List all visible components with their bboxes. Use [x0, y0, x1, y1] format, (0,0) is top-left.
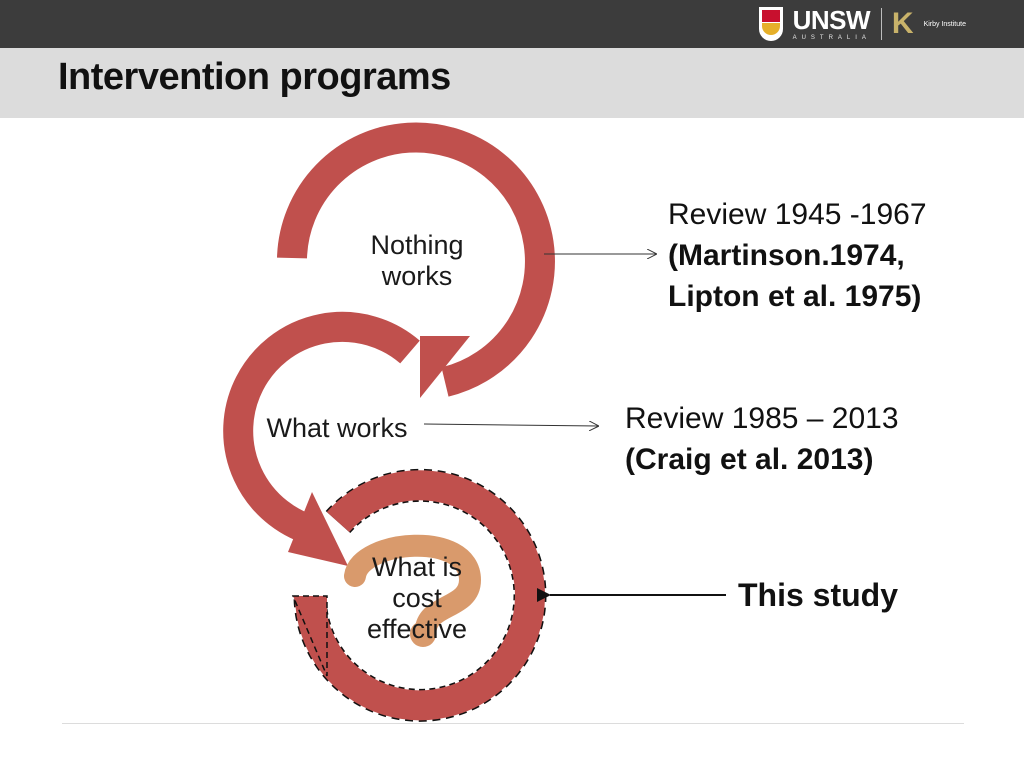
review-text: Review 1985 – 2013	[625, 402, 899, 435]
kirby-k-icon: K	[891, 7, 914, 40]
node-label-what-works	[252, 413, 422, 444]
kirby-logo-text: Kirby Institute	[923, 20, 966, 28]
node-label-cost-effective	[352, 552, 482, 645]
node-label-line: cost	[392, 583, 442, 613]
this-study-label: This study	[738, 577, 899, 613]
node-label-nothing-works	[355, 230, 479, 292]
review-1945-1967	[668, 194, 927, 317]
slide-title: Intervention programs	[58, 56, 451, 98]
node-label-line: What works	[266, 413, 408, 443]
footer-divider	[62, 723, 964, 724]
review-citation: (Craig et al. 2013)	[625, 443, 874, 476]
node-label-line: Nothing	[370, 230, 464, 260]
review-1985-2013	[625, 398, 899, 480]
node-label-line: effective	[366, 614, 468, 644]
arrow-to-review2	[424, 424, 598, 426]
ring-what-works	[238, 327, 410, 566]
review-citation: Lipton et al. 1975)	[668, 280, 922, 313]
unsw-logo-text: UNSW	[792, 5, 870, 35]
node-label-line: works	[381, 261, 453, 291]
review-citation: (Martinson.1974,	[668, 239, 905, 272]
node-label-line: What is	[371, 552, 463, 582]
unsw-logo-subtext: AUSTRALIA	[792, 35, 871, 41]
review-text: Review 1945 -1967	[668, 198, 927, 231]
